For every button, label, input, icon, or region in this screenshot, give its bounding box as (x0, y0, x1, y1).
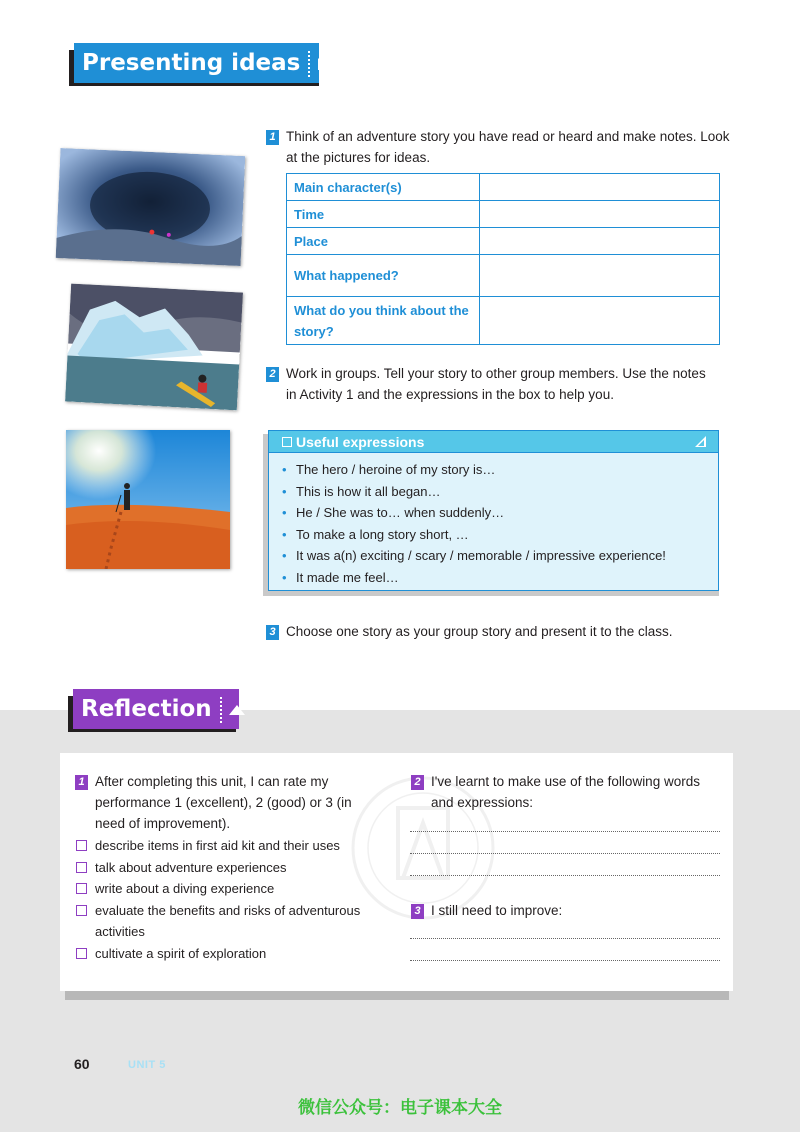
activity-number-3: 3 (266, 625, 279, 640)
table-label-place: Place (287, 228, 480, 255)
answer-line[interactable] (410, 831, 720, 832)
table-label-main-character: Main character(s) (287, 174, 480, 201)
table-label-time: Time (287, 201, 480, 228)
activity1-text: Think of an adventure story you have read or heard and make notes. Look at the pictures for ideas. (286, 129, 730, 165)
reflection-item1-text: After completing this unit, I can rate my performance 1 (excellent), 2 (good) or 3 (in need of improvement). (95, 774, 352, 831)
answer-line[interactable] (410, 853, 720, 854)
ice-cave-photo (56, 148, 246, 266)
useful-expressions-title: Useful expressions (296, 434, 425, 450)
expression-item: • It was a(n) exciting / scary / memorable / impressive experience! (282, 545, 718, 567)
checkbox-first-aid[interactable] (76, 840, 87, 851)
presenting-title: Presenting ideas (82, 50, 301, 76)
header-separator (220, 697, 222, 723)
notes-table (286, 173, 720, 345)
table-label-opinion: What do you think about the story? (287, 297, 480, 345)
checklist-item: talk about adventure experiences (95, 860, 287, 875)
square-icon (282, 437, 292, 447)
reflection-number-3: 3 (411, 904, 424, 919)
table-input-place[interactable] (479, 228, 719, 255)
reflection-item3-text: I still need to improve: (431, 903, 563, 918)
reflection-header (73, 689, 239, 729)
triangle-up-icon (228, 704, 246, 716)
useful-expressions-box (268, 430, 719, 591)
reflection-number-1: 1 (75, 775, 88, 790)
triangle-inner (698, 440, 704, 446)
answer-line[interactable] (410, 875, 720, 876)
table-input-what-happened[interactable] (479, 255, 719, 297)
presenting-header (74, 43, 319, 83)
useful-expressions-header (269, 431, 718, 453)
reflection-title: Reflection (81, 696, 212, 722)
activity2-text: Work in groups. Tell your story to other group members. Use the notes in Activity 1 and the expressions in the box to help you. (286, 366, 706, 402)
activity3-text: Choose one story as your group story and present it to the class. (286, 624, 673, 639)
expression-item: • To make a long story short, … (282, 524, 718, 546)
checklist-item: cultivate a spirit of exploration (95, 946, 267, 961)
expression-item: • The hero / heroine of my story is… (282, 459, 718, 481)
iceberg-kayak-photo (65, 284, 243, 411)
desert-hiker-photo (66, 430, 230, 569)
reflection-item2-text: I've learnt to make use of the following words and expressions: (431, 774, 700, 810)
checklist-item: describe items in first aid kit and their uses (95, 838, 340, 853)
header-separator (308, 51, 310, 77)
table-input-time[interactable] (479, 201, 719, 228)
unit-label: UNIT 5 (128, 1059, 166, 1071)
checkbox-diving[interactable] (76, 883, 87, 894)
wechat-note: 微信公众号：电子课本大全 (298, 1098, 502, 1117)
checklist-item: evaluate the benefits and risks of adventurous activities (95, 903, 361, 939)
answer-line[interactable] (410, 960, 720, 961)
activity-number-1: 1 (266, 130, 279, 145)
checklist-item: write about a diving experience (95, 881, 275, 896)
expression-item: • It made me feel… (282, 567, 718, 589)
expression-item: • This is how it all began… (282, 481, 718, 503)
reflection-number-2: 2 (411, 775, 424, 790)
expressions-list (269, 453, 718, 588)
table-input-opinion[interactable] (479, 297, 719, 345)
checkbox-adventure-experiences[interactable] (76, 862, 87, 873)
expression-item: • He / She was to… when suddenly… (282, 502, 718, 524)
activity-number-2: 2 (266, 367, 279, 382)
corner-triangle-icon (316, 56, 332, 72)
table-input-main-character[interactable] (479, 174, 719, 201)
checkbox-exploration[interactable] (76, 948, 87, 959)
page-number: 60 (74, 1056, 90, 1072)
table-label-what-happened: What happened? (287, 255, 480, 297)
answer-line[interactable] (410, 938, 720, 939)
checkbox-evaluate-risks[interactable] (76, 905, 87, 916)
